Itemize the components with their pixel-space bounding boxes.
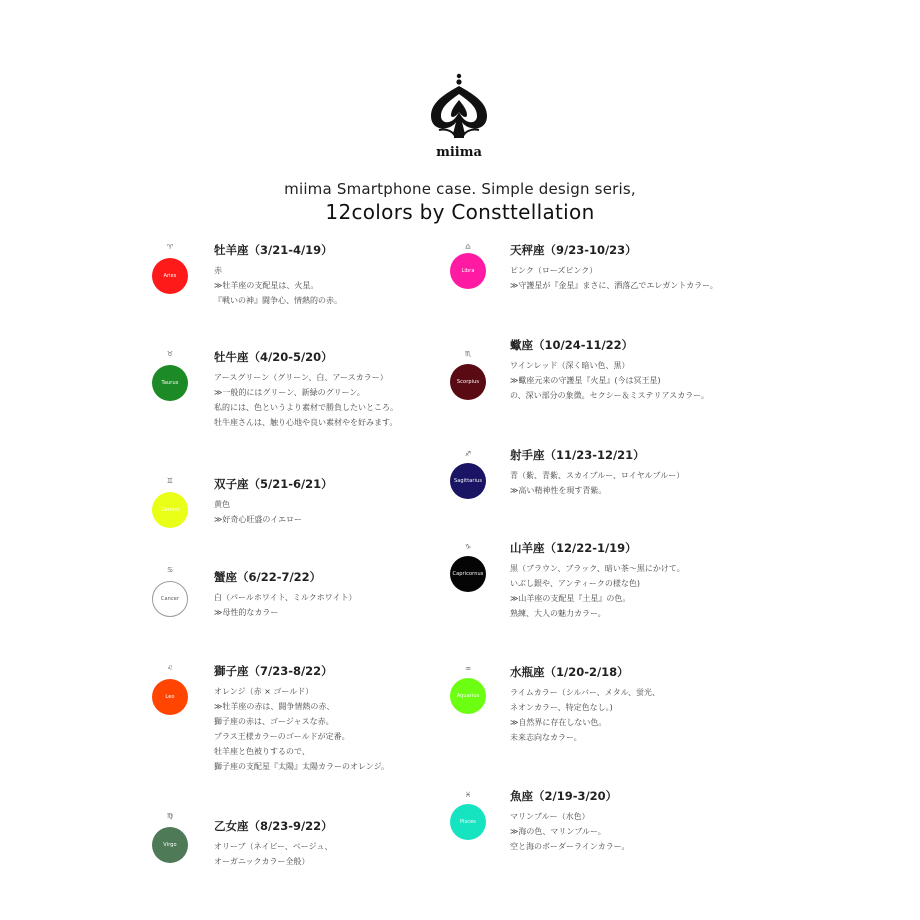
swatch-label: Aquarius bbox=[456, 693, 480, 699]
libra-color-swatch bbox=[450, 253, 486, 289]
description-line: オリーブ（ネイビー、ベージュ、 bbox=[214, 842, 333, 851]
sign-heading: 牡羊座（3/21-4/19） bbox=[214, 243, 333, 257]
description-line: いぶし銀や、アンティークの様な色) bbox=[510, 579, 640, 588]
description-line: ≫牡羊座の赤は、闘争情熱の赤、 bbox=[214, 702, 335, 711]
description-line: 『戦いの神』闘争心、情熱的の赤。 bbox=[214, 296, 342, 305]
capricornus-color-swatch bbox=[450, 556, 486, 592]
cancer-color-swatch bbox=[152, 581, 188, 617]
description-line: 獅子座の支配星『太陽』太陽カラーのオレンジ。 bbox=[214, 762, 389, 771]
description-line: ≫牡羊座の支配星は、火星。 bbox=[214, 281, 319, 290]
description-line: 獅子座の赤は、ゴージャスな赤。 bbox=[214, 717, 334, 726]
sign-heading: 蟹座（6/22-7/22） bbox=[214, 570, 322, 584]
description-line: 白（パールホワイト、ミルクホワイト） bbox=[214, 593, 357, 602]
aquarius-symbol-icon: ♒ bbox=[464, 665, 472, 673]
scorpius-color-swatch bbox=[450, 364, 486, 400]
libra-symbol-icon: ♎ bbox=[464, 243, 472, 251]
swatch-label: Taurus bbox=[161, 380, 179, 386]
taurus-color-swatch bbox=[152, 365, 188, 401]
description-line: プラス王様カラーのゴールドが定番。 bbox=[214, 732, 350, 741]
swatch-label: Sagittarius bbox=[453, 478, 483, 484]
description-line: ≫母性的なカラー bbox=[214, 608, 279, 617]
gemini-color-swatch bbox=[152, 492, 188, 528]
sign-heading: 射手座（11/23-12/21） bbox=[510, 448, 645, 462]
description-line: オーガニックカラー全般） bbox=[214, 857, 310, 866]
description-line: 牡羊座と色被りするので、 bbox=[214, 747, 310, 756]
sign-heading: 双子座（5/21-6/21） bbox=[214, 477, 333, 491]
description-line: 黄色 bbox=[214, 500, 230, 509]
sign-heading: 獅子座（7/23-8/22） bbox=[214, 664, 333, 678]
description-line: ≫山羊座の支配星『土星』の色。 bbox=[510, 594, 631, 603]
swatch-label: Scorpius bbox=[456, 379, 480, 385]
description-line: 空と海のボーダーラインカラー。 bbox=[510, 842, 630, 851]
spade-ornament-icon bbox=[425, 72, 493, 160]
leo-symbol-icon: ♌ bbox=[166, 664, 174, 672]
description-line: 青（紫、青紫、スカイブルー、ロイヤルブルー） bbox=[510, 471, 685, 480]
virgo-symbol-icon: ♍ bbox=[166, 812, 174, 820]
sign-heading: 蠍座（10/24-11/22） bbox=[510, 338, 634, 352]
swatch-label: Leo bbox=[165, 694, 175, 700]
svg-text:miima: miima bbox=[436, 145, 482, 160]
sign-heading: 天秤座（9/23-10/23） bbox=[510, 243, 637, 257]
swatch-label: Capricornus bbox=[452, 571, 484, 577]
description-line: 牡牛座さんは、触り心地や良い素材やを好みます。 bbox=[214, 418, 398, 427]
sign-heading: 水瓶座（1/20-2/18） bbox=[510, 665, 629, 679]
description-line: 黒（ブラウン、ブラック、暗い茶〜黒にかけて。 bbox=[510, 564, 685, 573]
sagittarius-symbol-icon: ♐ bbox=[464, 450, 472, 458]
description-line: ネオンカラー、特定色なし。) bbox=[510, 703, 613, 712]
description-line: 熟練、大人の魅力カラー。 bbox=[510, 609, 606, 618]
page-title: 12colors by Consttellation bbox=[325, 200, 595, 224]
description-line: ≫一般的にはグリーン、新緑のグリーン。 bbox=[214, 388, 365, 397]
description-line: 赤 bbox=[214, 266, 222, 275]
pisces-symbol-icon: ♓ bbox=[464, 791, 472, 799]
sagittarius-color-swatch bbox=[450, 463, 486, 499]
pisces-color-swatch bbox=[450, 804, 486, 840]
description-line: ≫海の色、マリンブルー。 bbox=[510, 827, 606, 836]
virgo-color-swatch bbox=[152, 827, 188, 863]
description-line: ≫蠍座元来の守護星『火星』(今は冥王星) bbox=[510, 376, 661, 385]
aquarius-color-swatch bbox=[450, 678, 486, 714]
capricornus-symbol-icon: ♑ bbox=[464, 543, 472, 551]
leo-color-swatch bbox=[152, 679, 188, 715]
cancer-symbol-icon: ♋ bbox=[166, 566, 174, 574]
description-line: ≫高い精神性を現す青紫。 bbox=[510, 486, 607, 495]
sign-heading: 魚座（2/19-3/20） bbox=[510, 789, 618, 803]
swatch-label: Virgo bbox=[163, 842, 177, 848]
description-line: 未来志向なカラー。 bbox=[510, 733, 582, 742]
sign-heading: 牡牛座（4/20-5/20） bbox=[214, 350, 333, 364]
aries-symbol-icon: ♈ bbox=[166, 243, 174, 251]
description-line: ≫好奇心旺盛のイエロー bbox=[214, 515, 303, 524]
description-line: ≫守護星が『金星』まさに、洒落乙でエレガントカラー。 bbox=[510, 281, 718, 290]
sign-heading: 乙女座（8/23-9/22） bbox=[214, 819, 333, 833]
swatch-label: Cancer bbox=[160, 596, 180, 602]
description-line: の、深い部分の象徴。セクシー＆ミステリアスカラー。 bbox=[510, 391, 709, 400]
description-line: アースグリーン（グリーン、白、アースカラー） bbox=[214, 373, 388, 382]
taurus-symbol-icon: ♉ bbox=[166, 350, 174, 358]
description-line: ライムカラー（シルバー、メタル、蛍光、 bbox=[510, 688, 661, 697]
gemini-symbol-icon: ♊ bbox=[166, 477, 174, 485]
swatch-label: Libra bbox=[461, 268, 475, 274]
brand-logo bbox=[425, 72, 493, 160]
swatch-label: Pisces bbox=[460, 819, 476, 825]
description-line: 私的には、色というより素材で勝負したいところ。 bbox=[214, 403, 398, 412]
scorpius-symbol-icon: ♏ bbox=[464, 350, 472, 358]
sign-heading: 山羊座（12/22-1/19） bbox=[510, 541, 637, 555]
aries-color-swatch bbox=[152, 258, 188, 294]
description-line: オレンジ（赤 × ゴールド） bbox=[214, 687, 314, 696]
description-line: マリンブルー（水色） bbox=[510, 812, 590, 821]
description-line: ピンク（ローズピンク） bbox=[510, 266, 598, 275]
swatch-label: Aries bbox=[163, 273, 177, 279]
description-line: ワインレッド（深く暗い色、黒） bbox=[510, 361, 630, 370]
header-subtitle: miima Smartphone case. Simple design seris, bbox=[284, 180, 636, 198]
description-line: ≫自然界に存在しない色。 bbox=[510, 718, 607, 727]
swatch-label: Gemini bbox=[160, 507, 180, 513]
